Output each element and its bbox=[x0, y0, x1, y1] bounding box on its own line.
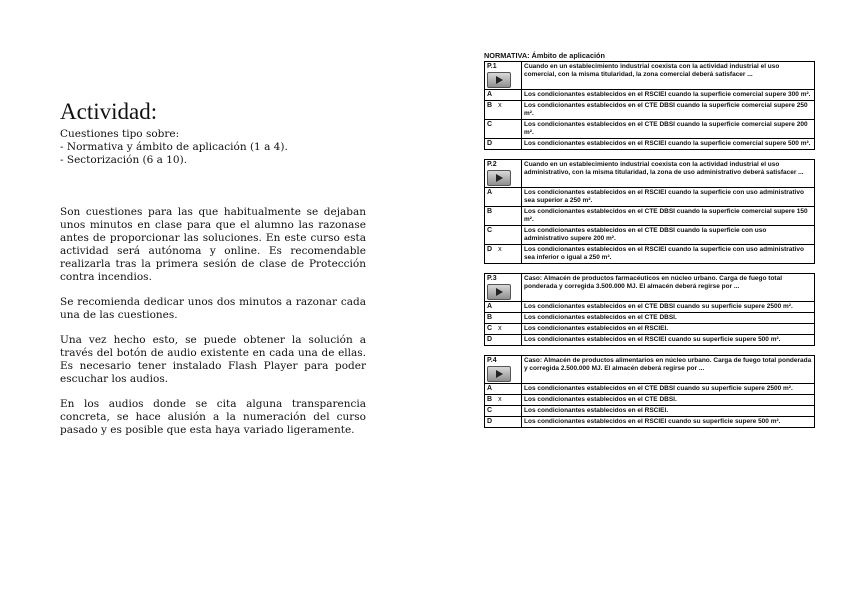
option-row bbox=[485, 139, 815, 150]
subtitle-line: - Normativa y ámbito de aplicación (1 a 4). bbox=[60, 141, 288, 153]
option-row bbox=[485, 120, 815, 139]
question-table bbox=[484, 273, 815, 346]
option-text: Los condicionantes establecidos en el CTE DBSI. bbox=[522, 313, 815, 324]
option-row bbox=[485, 226, 815, 245]
option-letter: A bbox=[487, 189, 493, 196]
option-row bbox=[485, 207, 815, 226]
paragraph: Se recomienda dedicar unos dos minutos a razonar cada una de las cuestiones. bbox=[60, 296, 366, 321]
question-label-cell bbox=[485, 160, 522, 188]
question-row bbox=[485, 160, 815, 188]
option-row bbox=[485, 313, 815, 324]
option-text: Los condicionantes establecidos en el CTE DBSI. bbox=[522, 395, 815, 406]
questions-section bbox=[484, 51, 815, 437]
question-row bbox=[485, 274, 815, 302]
subtitle-line: - Sectorización (6 a 10). bbox=[60, 154, 188, 166]
questions-heading: NORMATIVA: Ámbito de aplicación bbox=[484, 51, 605, 60]
option-text: Los condicionantes establecidos en el RSCIEI cuando la superficie con uso administrativo sea inferior o igual a 250 m². bbox=[522, 245, 815, 264]
option-letter: B bbox=[487, 102, 493, 109]
option-letter: B bbox=[487, 396, 493, 403]
question-text: Caso: Almacén de productos farmacéuticos en núcleo urbano. Carga de fuego total ponderada y corregida 3.500.000 MJ. El almacén deberá regirse por ... bbox=[522, 274, 815, 302]
question-number: P.4 bbox=[487, 357, 497, 364]
subtitle-line: Cuestiones tipo sobre: bbox=[60, 128, 180, 140]
option-row bbox=[485, 90, 815, 101]
option-text: Los condicionantes establecidos en el RSCIEI. bbox=[522, 406, 815, 417]
option-text: Los condicionantes establecidos en el CTE DBSI cuando la superficie comercial supere 250 m². bbox=[522, 101, 815, 120]
option-row bbox=[485, 335, 815, 346]
option-row bbox=[485, 188, 815, 207]
option-text: Los condicionantes establecidos en el RSCIEI cuando la superficie comercial supere 500 m². bbox=[522, 139, 815, 150]
option-row bbox=[485, 324, 815, 335]
option-letter: A bbox=[487, 385, 493, 392]
question-label-cell bbox=[485, 356, 522, 384]
option-row bbox=[485, 406, 815, 417]
option-letter: A bbox=[487, 91, 493, 98]
question-label-cell bbox=[485, 62, 522, 90]
paragraph: Una vez hecho esto, se puede obtener la solución a través del botón de audio existente en cada una de ellas. Es necesario tener instalado Flash Player para poder escuchar los audios. bbox=[60, 334, 366, 385]
question-number: P.3 bbox=[487, 275, 497, 282]
paragraph: En los audios donde se cita alguna transparencia concreta, se hace alusión a la numeración del curso pasado y es posible que esta haya variado ligeramente. bbox=[60, 398, 366, 436]
question-row bbox=[485, 62, 815, 90]
answer-mark: x bbox=[498, 102, 502, 109]
option-letter: C bbox=[487, 121, 493, 128]
option-letter: D bbox=[487, 418, 493, 425]
option-text: Los condicionantes establecidos en el RSCIEI cuando su superficie supere 500 m². bbox=[522, 335, 815, 346]
option-text: Los condicionantes establecidos en el CTE DBSI cuando la superficie comercial supere 200 m². bbox=[522, 120, 815, 139]
question-row bbox=[485, 356, 815, 384]
activity-title: Actividad: bbox=[60, 99, 158, 124]
paragraph: Son cuestiones para las que habitualmente se dejaban unos minutos en clase para que el alumno las razonase antes de proporcionar las soluciones. En este curso esta actividad será autónoma y online. Es recomendable realizarla tras la primera sesión de clase de Protección contra incendios. bbox=[60, 206, 366, 283]
option-letter: C bbox=[487, 407, 493, 414]
option-letter: D bbox=[487, 246, 493, 253]
option-row bbox=[485, 417, 815, 428]
answer-mark: x bbox=[498, 325, 502, 332]
option-text: Los condicionantes establecidos en el CTE DBSI cuando su superficie supere 2500 m². bbox=[522, 302, 815, 313]
option-text: Los condicionantes establecidos en el CTE DBSI cuando su superficie supere 2500 m². bbox=[522, 384, 815, 395]
question-text: Cuando en un establecimiento industrial coexista con la actividad industrial el uso administrativo, con la misma titularidad, la zona de uso administrativo deberá satisfacer ... bbox=[522, 160, 815, 188]
question-table bbox=[484, 159, 815, 264]
audio-play-icon[interactable] bbox=[487, 170, 511, 186]
option-text: Los condicionantes establecidos en el CTE DBSI cuando la superficie con uso administrativo supere 200 m². bbox=[522, 226, 815, 245]
answer-mark: x bbox=[498, 396, 502, 403]
option-text: Los condicionantes establecidos en el CTE DBSI cuando la superficie comercial supere 150 m². bbox=[522, 207, 815, 226]
audio-play-icon[interactable] bbox=[487, 284, 511, 300]
activity-section bbox=[60, 98, 366, 437]
option-letter: D bbox=[487, 336, 493, 343]
option-letter: C bbox=[487, 325, 493, 332]
option-row bbox=[485, 384, 815, 395]
option-row bbox=[485, 245, 815, 264]
audio-play-icon[interactable] bbox=[487, 366, 511, 382]
option-row bbox=[485, 395, 815, 406]
question-number: P.2 bbox=[487, 161, 497, 168]
option-letter: A bbox=[487, 303, 493, 310]
option-text: Los condicionantes establecidos en el RSCIEI cuando la superficie comercial supere 300 m². bbox=[522, 90, 815, 101]
option-letter: B bbox=[487, 314, 493, 321]
option-text: Los condicionantes establecidos en el RSCIEI. bbox=[522, 324, 815, 335]
option-text: Los condicionantes establecidos en el RSCIEI cuando su superficie supere 500 m². bbox=[522, 417, 815, 428]
option-letter: D bbox=[487, 140, 493, 147]
audio-play-icon[interactable] bbox=[487, 72, 511, 88]
question-table bbox=[484, 355, 815, 428]
question-label-cell bbox=[485, 274, 522, 302]
option-row bbox=[485, 302, 815, 313]
option-row bbox=[485, 101, 815, 120]
option-letter: C bbox=[487, 227, 493, 234]
question-text: Caso: Almacén de productos alimentarios en núcleo urbano. Carga de fuego total ponderada y corregida 2.500.000 MJ. El almacén deberá regirse por ... bbox=[522, 356, 815, 384]
question-number: P.1 bbox=[487, 63, 497, 70]
answer-mark: x bbox=[498, 246, 502, 253]
option-letter: B bbox=[487, 208, 493, 215]
question-text: Cuando en un establecimiento industrial coexista con la actividad industrial el uso comercial, con la misma titularidad, la zona comercial deberá satisfacer ... bbox=[522, 62, 815, 90]
option-text: Los condicionantes establecidos en el RSCIEI cuando la superficie con uso administrativo sea superior a 250 m². bbox=[522, 188, 815, 207]
question-table bbox=[484, 61, 815, 150]
